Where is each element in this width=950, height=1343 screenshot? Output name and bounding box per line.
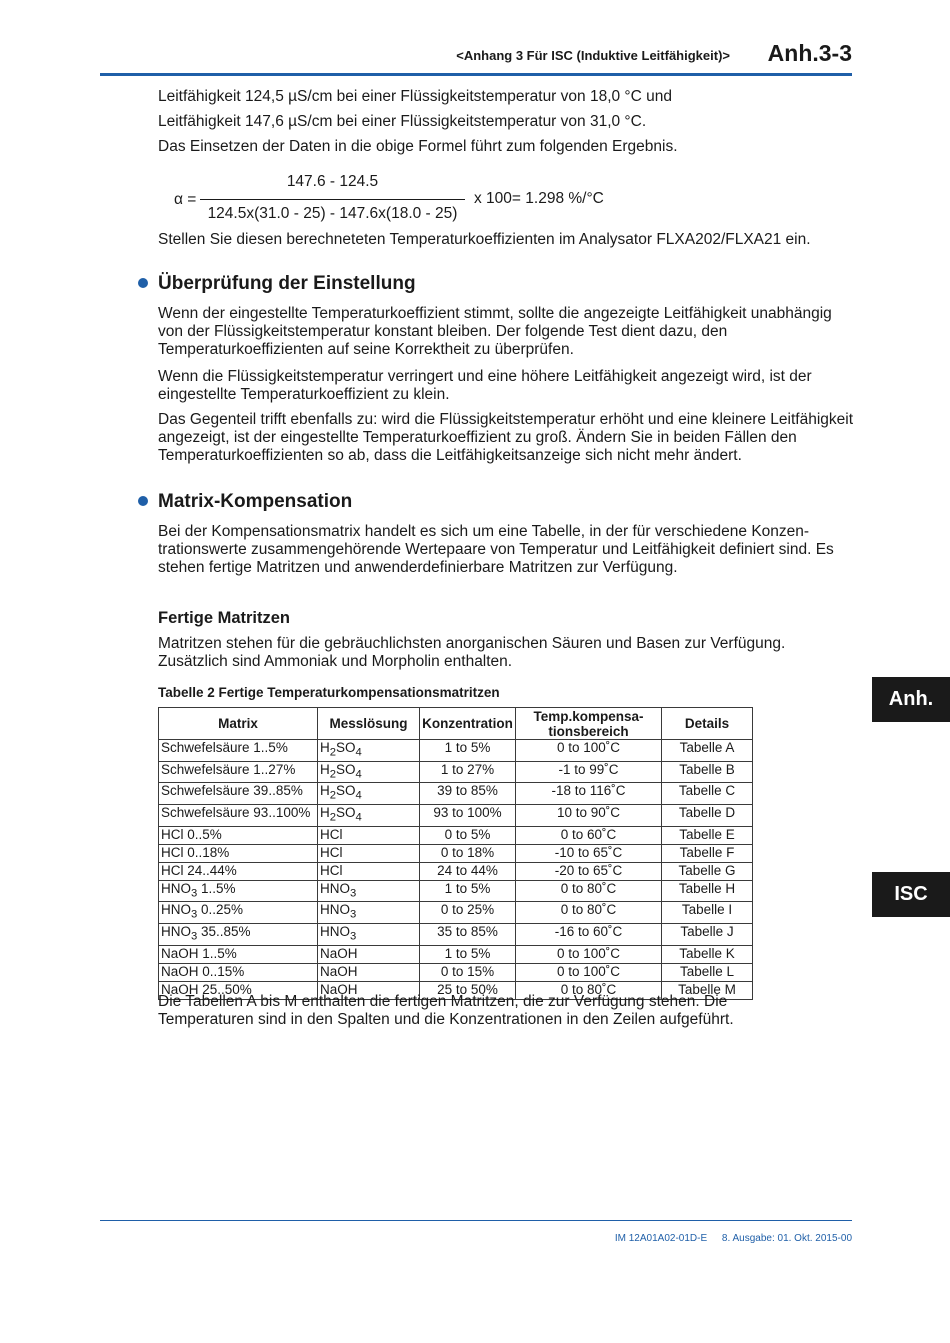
cell-concentration: 93 to 100% — [420, 805, 516, 827]
footer — [560, 1233, 852, 1244]
table-row — [159, 862, 753, 880]
table-row — [159, 844, 753, 862]
paragraph: Matritzen stehen für die gebräuchlichsten anorganischen Säuren und Basen zur Verfügung. Zusätzlich sind Ammoniak und Morpholin enthalten. — [158, 635, 786, 670]
cell-concentration: 24 to 44% — [420, 862, 516, 880]
column-header: Details — [662, 708, 753, 740]
cell-details: Tabelle B — [662, 761, 753, 783]
cell-solution: $H_2SO_4$ — [318, 740, 420, 762]
column-header: Messlösung — [318, 708, 420, 740]
cell-matrix: $HNO_3$ 1..5% — [159, 880, 318, 902]
cell-matrix: Schwefelsäure 1..27% — [159, 761, 318, 783]
cell-temp-range: -18 to 116˚C — [516, 783, 662, 805]
cell-temp-range: 0 to 100˚C — [516, 963, 662, 981]
paragraph: Bei der Kompensationsmatrix handelt es sich um eine Tabelle, in der für verschiedene Konzen-trationswerte zusammengehörende Wertepaare von Temperatur und Leitfähigkeit definiert sind. Es stehen fertige Matritzen und anwenderdefinierbare Matritzen zur Verfügung. — [158, 523, 834, 576]
cell-concentration: 0 to 15% — [420, 963, 516, 981]
table-body — [159, 740, 753, 1000]
cell-concentration: 0 to 5% — [420, 826, 516, 844]
cell-details: Tabelle F — [662, 844, 753, 862]
cell-temp-range: 0 to 100˚C — [516, 945, 662, 963]
matrix-table — [158, 707, 753, 1000]
table-row — [159, 740, 753, 762]
cell-concentration: 35 to 85% — [420, 924, 516, 946]
cell-matrix: NaOH 1..5% — [159, 945, 318, 963]
cell-details: Tabelle M — [662, 981, 753, 999]
cell-solution: NaOH — [318, 945, 420, 963]
table-row — [159, 963, 753, 981]
cell-details: Tabelle G — [662, 862, 753, 880]
cell-matrix: HCl 0..18% — [159, 844, 318, 862]
table-row — [159, 805, 753, 827]
cell-details: Tabelle I — [662, 902, 753, 924]
table-row — [159, 826, 753, 844]
cell-temp-range: -10 to 65˚C — [516, 844, 662, 862]
paragraph: Das Gegenteil trifft ebenfalls zu: wird die Flüssigkeitstemperatur erhöht und eine kleinere Leitfähigkeit angezeigt, ist der eingestellte Temperaturkoeffizient zu groß. Ändern Sie in beiden Fällen den Temperaturkoeffizienten so ab, dass die Leitfähigkeitsanzeige sich nicht mehr ändert. — [158, 411, 854, 464]
cell-temp-range: 0 to 60˚C — [516, 826, 662, 844]
side-tab-isc: ISC — [872, 872, 950, 917]
cell-details: Tabelle J — [662, 924, 753, 946]
table-row — [159, 945, 753, 963]
cell-concentration: 0 to 25% — [420, 902, 516, 924]
cell-details: Tabelle E — [662, 826, 753, 844]
cell-temp-range: 0 to 80˚C — [516, 981, 662, 999]
cell-concentration: 1 to 5% — [420, 945, 516, 963]
section-bullet-icon — [138, 496, 148, 506]
formula-denominator: 124.5x(31.0 - 25) - 147.6x(18.0 - 25) — [207, 205, 458, 222]
paragraph: Wenn die Flüssigkeitstemperatur verringert und eine höhere Leitfähigkeit angezeigt wird, ist der eingestellte Temperaturkoeffizient zu klein. — [158, 368, 812, 403]
table-row — [159, 880, 753, 902]
cell-concentration: 25 to 50% — [420, 981, 516, 999]
cell-temp-range: 0 to 80˚C — [516, 902, 662, 924]
cell-temp-range: -20 to 65˚C — [516, 862, 662, 880]
cell-matrix: Schwefelsäure 1..5% — [159, 740, 318, 762]
cell-details: Tabelle D — [662, 805, 753, 827]
formula-lhs: α = — [174, 191, 197, 208]
cell-temp-range: 10 to 90˚C — [516, 805, 662, 827]
cell-solution: $H_2SO_4$ — [318, 783, 420, 805]
formula-numerator: 147.6 - 124.5 — [286, 173, 379, 190]
header-rule — [100, 73, 852, 76]
after-formula-text: Stellen Sie diesen berechneteten Temperaturkoeffizienten im Analysator FLXA202/FLXA21 ein. — [158, 231, 811, 248]
table-header-row — [159, 708, 753, 740]
cell-matrix: NaOH 25..50% — [159, 981, 318, 999]
subsection-heading: Fertige Matritzen — [158, 609, 291, 627]
cell-matrix: Schwefelsäure 39..85% — [159, 783, 318, 805]
table-row — [159, 924, 753, 946]
footer-rule — [100, 1220, 852, 1221]
formula-fraction-bar — [200, 199, 465, 200]
cell-concentration: 39 to 85% — [420, 783, 516, 805]
cell-concentration: 1 to 5% — [420, 740, 516, 762]
footer-edition: 8. Ausgabe: 01. Okt. 2015-00 — [721, 1233, 852, 1244]
cell-temp-range: 0 to 80˚C — [516, 880, 662, 902]
paragraph: Die Tabellen A bis M enthalten die fertigen Matritzen, die zur Verfügung stehen. Die Temperaturen sind in den Spalten und die Konzentrationen in den Zeilen aufgeführt. — [158, 993, 734, 1028]
footer-doc-id: IM 12A01A02-01D-E — [614, 1233, 708, 1244]
column-header: Temp.kompensa-tionsbereich — [516, 708, 662, 740]
cell-details: Tabelle H — [662, 880, 753, 902]
cell-temp-range: 0 to 100˚C — [516, 740, 662, 762]
cell-solution: NaOH — [318, 963, 420, 981]
table-caption: Tabelle 2 Fertige Temperaturkompensationsmatritzen — [158, 685, 500, 700]
intro-line-2: Leitfähigkeit 147,6 µS/cm bei einer Flüssigkeitstemperatur von 31,0 °C. — [158, 113, 647, 130]
side-tab-anhang: Anh. — [872, 677, 950, 722]
page-number: Anh.3-3 — [767, 40, 852, 66]
cell-solution: $HNO_3$ — [318, 924, 420, 946]
cell-details: Tabelle K — [662, 945, 753, 963]
cell-solution: HCl — [318, 862, 420, 880]
cell-concentration: 1 to 5% — [420, 880, 516, 902]
paragraph: Wenn der eingestellte Temperaturkoeffizient stimmt, sollte die angezeigte Leitfähigkeit unabhängig von der Flüssigkeitstemperatur konstant bleiben. Der folgende Test dient dazu, den Temperaturkoeffizienten auf seine Korrektheit zu überprüfen. — [158, 305, 832, 358]
cell-concentration: 1 to 27% — [420, 761, 516, 783]
intro-line-3: Das Einsetzen der Daten in die obige Formel führt zum folgenden Ergebnis. — [158, 138, 678, 155]
formula-result: x 100= 1.298 %/°C — [474, 190, 604, 207]
column-header: Matrix — [159, 708, 318, 740]
cell-temp-range: -16 to 60˚C — [516, 924, 662, 946]
cell-matrix: HCl 0..5% — [159, 826, 318, 844]
section-bullet-icon — [138, 278, 148, 288]
cell-solution: NaOH — [318, 981, 420, 999]
intro-line-1: Leitfähigkeit 124,5 µS/cm bei einer Flüssigkeitstemperatur von 18,0 °C und — [158, 88, 672, 105]
section-heading-einstellung: Überprüfung der Einstellung — [158, 273, 416, 294]
table-row — [159, 902, 753, 924]
cell-solution: $HNO_3$ — [318, 902, 420, 924]
column-header: Konzentration — [420, 708, 516, 740]
cell-matrix: Schwefelsäure 93..100% — [159, 805, 318, 827]
cell-solution: $H_2SO_4$ — [318, 761, 420, 783]
cell-solution: $HNO_3$ — [318, 880, 420, 902]
cell-matrix: NaOH 0..15% — [159, 963, 318, 981]
running-header-section: <Anhang 3 Für ISC (Induktive Leitfähigkeit)> — [456, 48, 730, 63]
cell-matrix: $HNO_3$ 0..25% — [159, 902, 318, 924]
cell-solution: HCl — [318, 844, 420, 862]
cell-details: Tabelle C — [662, 783, 753, 805]
cell-solution: $H_2SO_4$ — [318, 805, 420, 827]
table-row — [159, 761, 753, 783]
section-heading-matrix: Matrix-Kompensation — [158, 491, 353, 512]
cell-solution: HCl — [318, 826, 420, 844]
cell-matrix: HCl 24..44% — [159, 862, 318, 880]
cell-matrix: $HNO_3$ 35..85% — [159, 924, 318, 946]
cell-temp-range: -1 to 99˚C — [516, 761, 662, 783]
cell-details: Tabelle L — [662, 963, 753, 981]
cell-concentration: 0 to 18% — [420, 844, 516, 862]
cell-details: Tabelle A — [662, 740, 753, 762]
table-row — [159, 783, 753, 805]
